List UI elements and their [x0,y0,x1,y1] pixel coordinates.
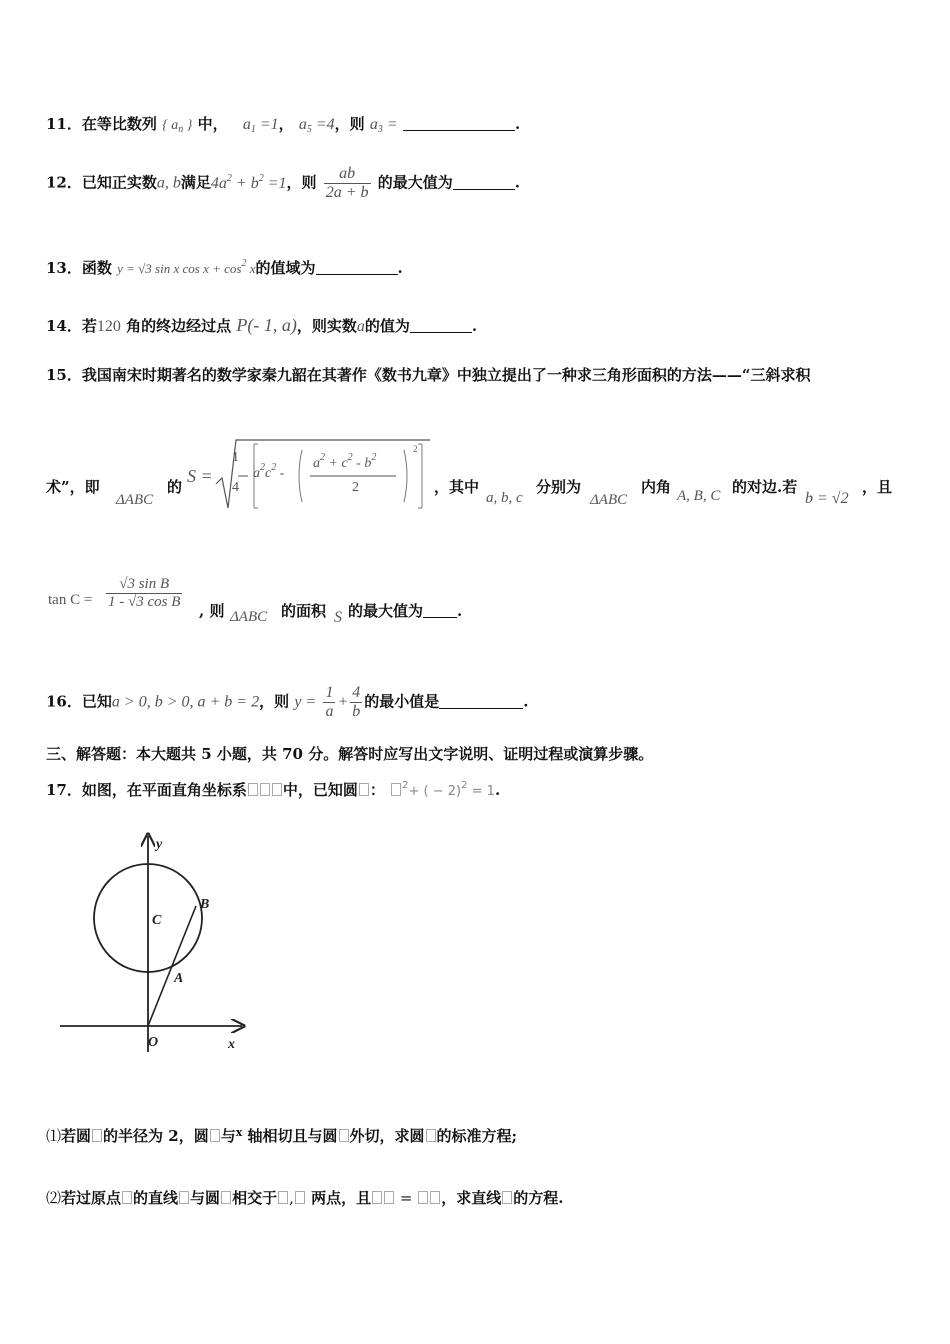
section-heading: 三、解答题：本大题共 5 小题，共 70 分。解答时应写出文字说明、证明过程或演算步骤。 [46,745,654,763]
fraction: $\frac{4}{b}$ [352,684,361,720]
answer-blank[interactable] [439,694,523,709]
tan-fraction: $\frac{\text{√3 sin B}}{\text{1 - √3 cos B}}$ [108,576,181,610]
q-number: 14． [46,317,82,335]
fraction: $\frac{ab}{2a + b}$ [325,165,369,201]
circle-equation: $^2$+ ( − 2)$^2$ = 1 [390,784,495,799]
part-2: ⑵若过原点 的直线 与圆 相交于 , 两点，且 = ，求直线 的方程. [46,1189,564,1207]
label-y: y [156,837,163,852]
q-number: 11． [46,115,82,133]
part-1: ⑴若圆 的半径为 2，圆 与$^x$ 轴相切且与圆 外切，求圆 的标准方程; [46,1126,518,1145]
coordinate-figure [56,830,256,1060]
answer-blank[interactable] [316,260,398,275]
question-15-line2: 术”，即 [46,478,100,496]
question-17: 17．如图，在平面直角坐标系 中，已知圆 ： $^2$+ ( − 2)$^2$ = 1. [46,780,501,799]
heron-formula-root [214,436,432,512]
q-number: 17． [46,781,82,799]
numerator: $a^2 + c^2 - b^2$ [313,452,377,471]
label-x: x [228,1037,235,1052]
answer-blank[interactable] [453,175,515,190]
question-13: 13．函数 y = √3 sin x $\cos x + \cos^2 x$的值域为 . [46,258,403,277]
question-11: 11．在等比数列 { $a_n$ } 中， $a_1 =1$， $a_5 =4$，则 $a_3$ = . [46,115,521,135]
answer-blank[interactable] [423,603,457,618]
label-o: O [148,1035,159,1050]
question-15-line1: 15．我国南宋时期著名的数学家秦九韶在其著作《数书九章》中独立提出了一种求三角形面积的方法——“三斜求积 [46,366,811,384]
question-14: 14．若120 角的终边经过点 P(- 1, a)，则实数a的值为 . [46,315,478,335]
q-number: 15． [46,366,82,384]
answer-blank[interactable] [410,318,472,333]
label-b: B [200,897,210,912]
q-number: 12． [46,173,82,192]
label-a: A [174,971,184,986]
question-16: 16．已知a > 0, b > 0, a + b = 2，则 y = $\frac{1}{a}$ + $\frac{4}{b}$ 的最小值是 . [46,684,529,720]
q-number: 13． [46,259,82,277]
fraction: $\frac{1}{a}$ [325,684,334,720]
q-number: 16． [46,692,82,711]
question-12: 12．已知正实数a, b满足$4a^2 + b^2 =1$，则 $\frac{ab}{2a + b}$ 的最大值为 . [46,165,521,201]
answer-blank[interactable] [403,116,515,131]
inner-term: $a^2c^2$ - [253,462,285,481]
label-c: C [152,913,162,928]
